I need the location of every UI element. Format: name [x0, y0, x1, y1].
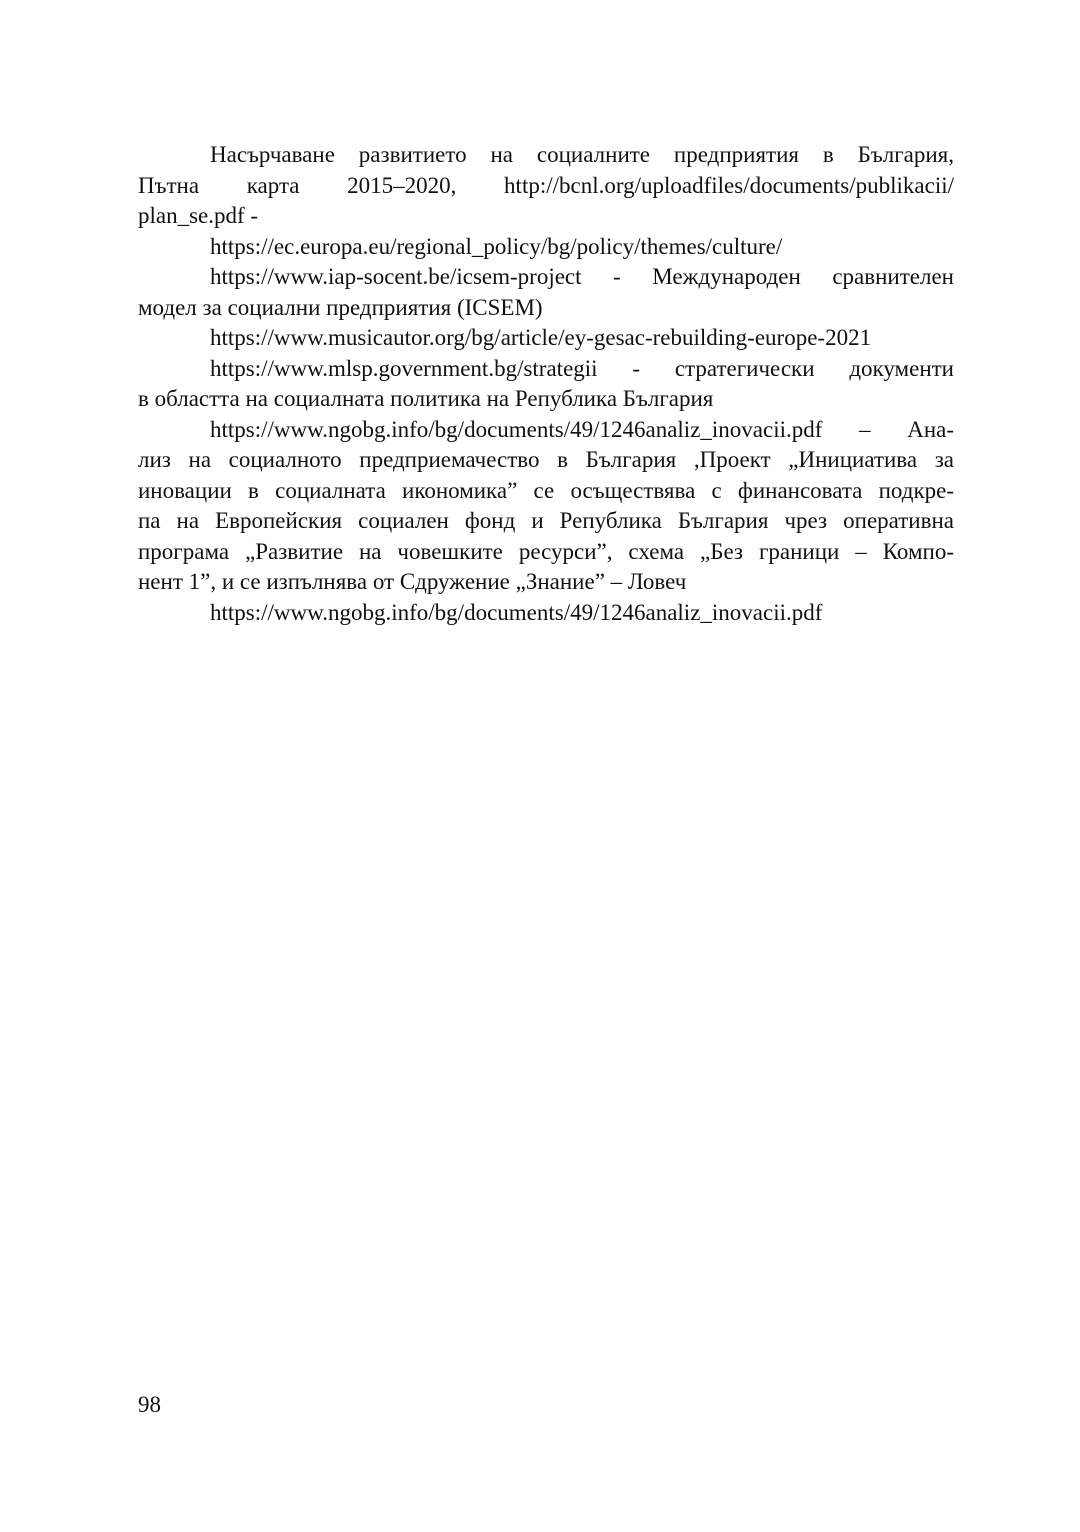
reference-1-line-3: plan_se.pdf - [138, 203, 259, 228]
reference-1-line-1: Насърчаване развитието на социалните предприятия в България, [210, 142, 954, 167]
reference-6-line-1: https://www.ngobg.info/bg/documents/49/1246analiz_inovacii.pdf – Ана- [210, 416, 954, 442]
reference-7-line-1: https://www.ngobg.info/bg/documents/49/1246analiz_inovacii.pdf [210, 599, 823, 625]
page-number: 98 [138, 1392, 161, 1417]
reference-1-line-2: Пътна карта 2015–2020, http://bcnl.org/uploadfiles/documents/publikacii/ [138, 172, 954, 198]
reference-3-line-2: модел за социални предприятия (ICSEM) [138, 294, 543, 320]
reference-6-line-3: иновации в социалната икономика” се осъществява с финансовата подкре- [138, 477, 954, 503]
references-block [138, 140, 954, 628]
reference-3-line-1: https://www.iap-socent.be/icsem-project - Международен сравнителен [210, 264, 954, 289]
reference-6-line-6: нент 1”, и се изпълнява от Сдружение „Знание” – Ловеч [138, 569, 687, 594]
reference-6-line-4: па на Европейския социален фонд и Република България чрез оперативна [138, 508, 954, 533]
reference-5-line-1: https://www.mlsp.government.bg/strategii - стратегически документи [210, 355, 954, 381]
reference-2-line-1: https://ec.europa.eu/regional_policy/bg/policy/themes/culture/ [210, 233, 783, 259]
reference-6-line-5: програма „Развитие на човешките ресурси”, схема „Без граници – Компо- [138, 538, 954, 564]
reference-4-line-1: https://www.musicautor.org/bg/article/ey-gesac-rebuilding-europe-2021 [210, 325, 872, 350]
reference-5-line-2: в областта на социалната политика на Република България [138, 386, 714, 411]
reference-6-line-2: лиз на социалното предприемачество в България ,Проект „Инициатива за [138, 447, 954, 472]
